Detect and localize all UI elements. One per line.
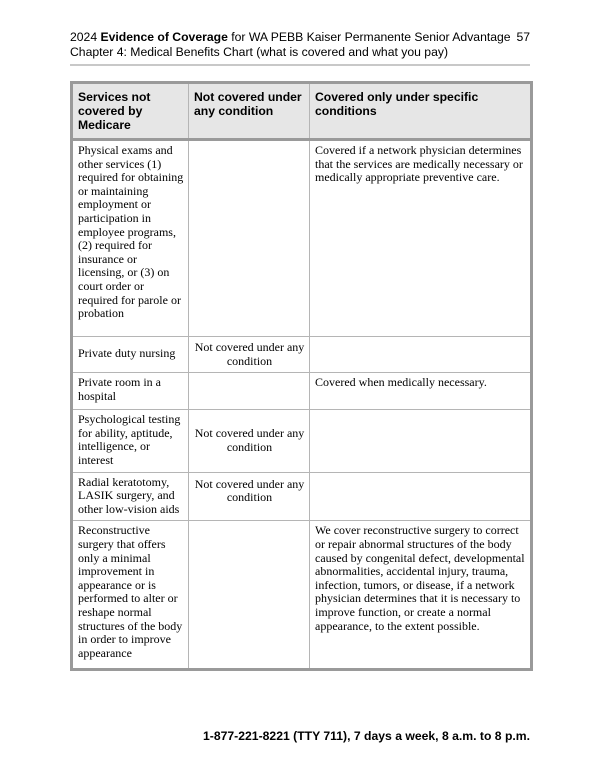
- not-covered-cell: [189, 140, 310, 337]
- service-cell: Private duty nursing: [72, 337, 189, 373]
- table-row: [72, 410, 532, 472]
- covered-conditions-cell: [310, 472, 532, 521]
- header-title-rest: for WA PEBB Kaiser Permanente Senior Advantage: [231, 30, 511, 44]
- covered-conditions-cell: We cover reconstructive surgery to correct or repair abnormal structures of the body caused by congenital defect, developmental abnormalities, accidental injury, trauma, infection, tumors, or disease, if a network physician determines that it is necessary to improve function, or create a normal appearance, to the extent possible.: [310, 521, 532, 670]
- header-divider: [70, 64, 530, 66]
- covered-conditions-cell: [310, 410, 532, 472]
- header-year: 2024: [70, 30, 98, 44]
- column-header-services: Services not covered by Medicare: [72, 83, 189, 140]
- table-header-row: [72, 83, 532, 140]
- not-covered-cell: [189, 373, 310, 410]
- benefits-table: [70, 81, 533, 671]
- service-cell: Reconstructive surgery that offers only a minimal improvement in appearance or is performed to alter or reshape normal structures of the body in order to improve appearance: [72, 521, 189, 670]
- benefits-table-container: [70, 81, 530, 671]
- column-header-covered-conditions: Covered only under specific conditions: [310, 83, 532, 140]
- not-covered-cell: Not covered under any condition: [189, 337, 310, 373]
- chapter-title: Chapter 4: Medical Benefits Chart (what is covered and what you pay): [70, 45, 449, 59]
- table-row: [72, 521, 532, 670]
- header-title-bold: Evidence of Coverage: [100, 30, 228, 44]
- not-covered-cell: Not covered under any condition: [189, 410, 310, 472]
- table-row: [72, 337, 532, 373]
- service-cell: Physical exams and other services (1) required for obtaining or maintaining employment or participation in employee programs, (2) required for insurance or licensing, or (3) on court order or required for parole or probation: [72, 140, 189, 337]
- table-row: [72, 373, 532, 410]
- covered-conditions-cell: [310, 337, 532, 373]
- not-covered-cell: [189, 521, 310, 670]
- covered-conditions-cell: Covered when medically necessary.: [310, 373, 532, 410]
- covered-conditions-cell: Covered if a network physician determines that the services are medically necessary or medically appropriate preventive care.: [310, 140, 532, 337]
- document-title: [70, 30, 511, 45]
- table-row: [72, 472, 532, 521]
- page-number: 57: [516, 30, 530, 44]
- column-header-not-covered: Not covered under any condition: [189, 83, 310, 140]
- not-covered-cell: Not covered under any condition: [189, 472, 310, 521]
- contact-footer: 1-877-221-8221 (TTY 711), 7 days a week, 8 a.m. to 8 p.m.: [203, 729, 530, 743]
- service-cell: Radial keratotomy, LASIK surgery, and other low-vision aids: [72, 472, 189, 521]
- service-cell: Private room in a hospital: [72, 373, 189, 410]
- service-cell: Psychological testing for ability, aptitude, intelligence, or interest: [72, 410, 189, 472]
- page-header: [70, 30, 530, 60]
- table-row: [72, 140, 532, 337]
